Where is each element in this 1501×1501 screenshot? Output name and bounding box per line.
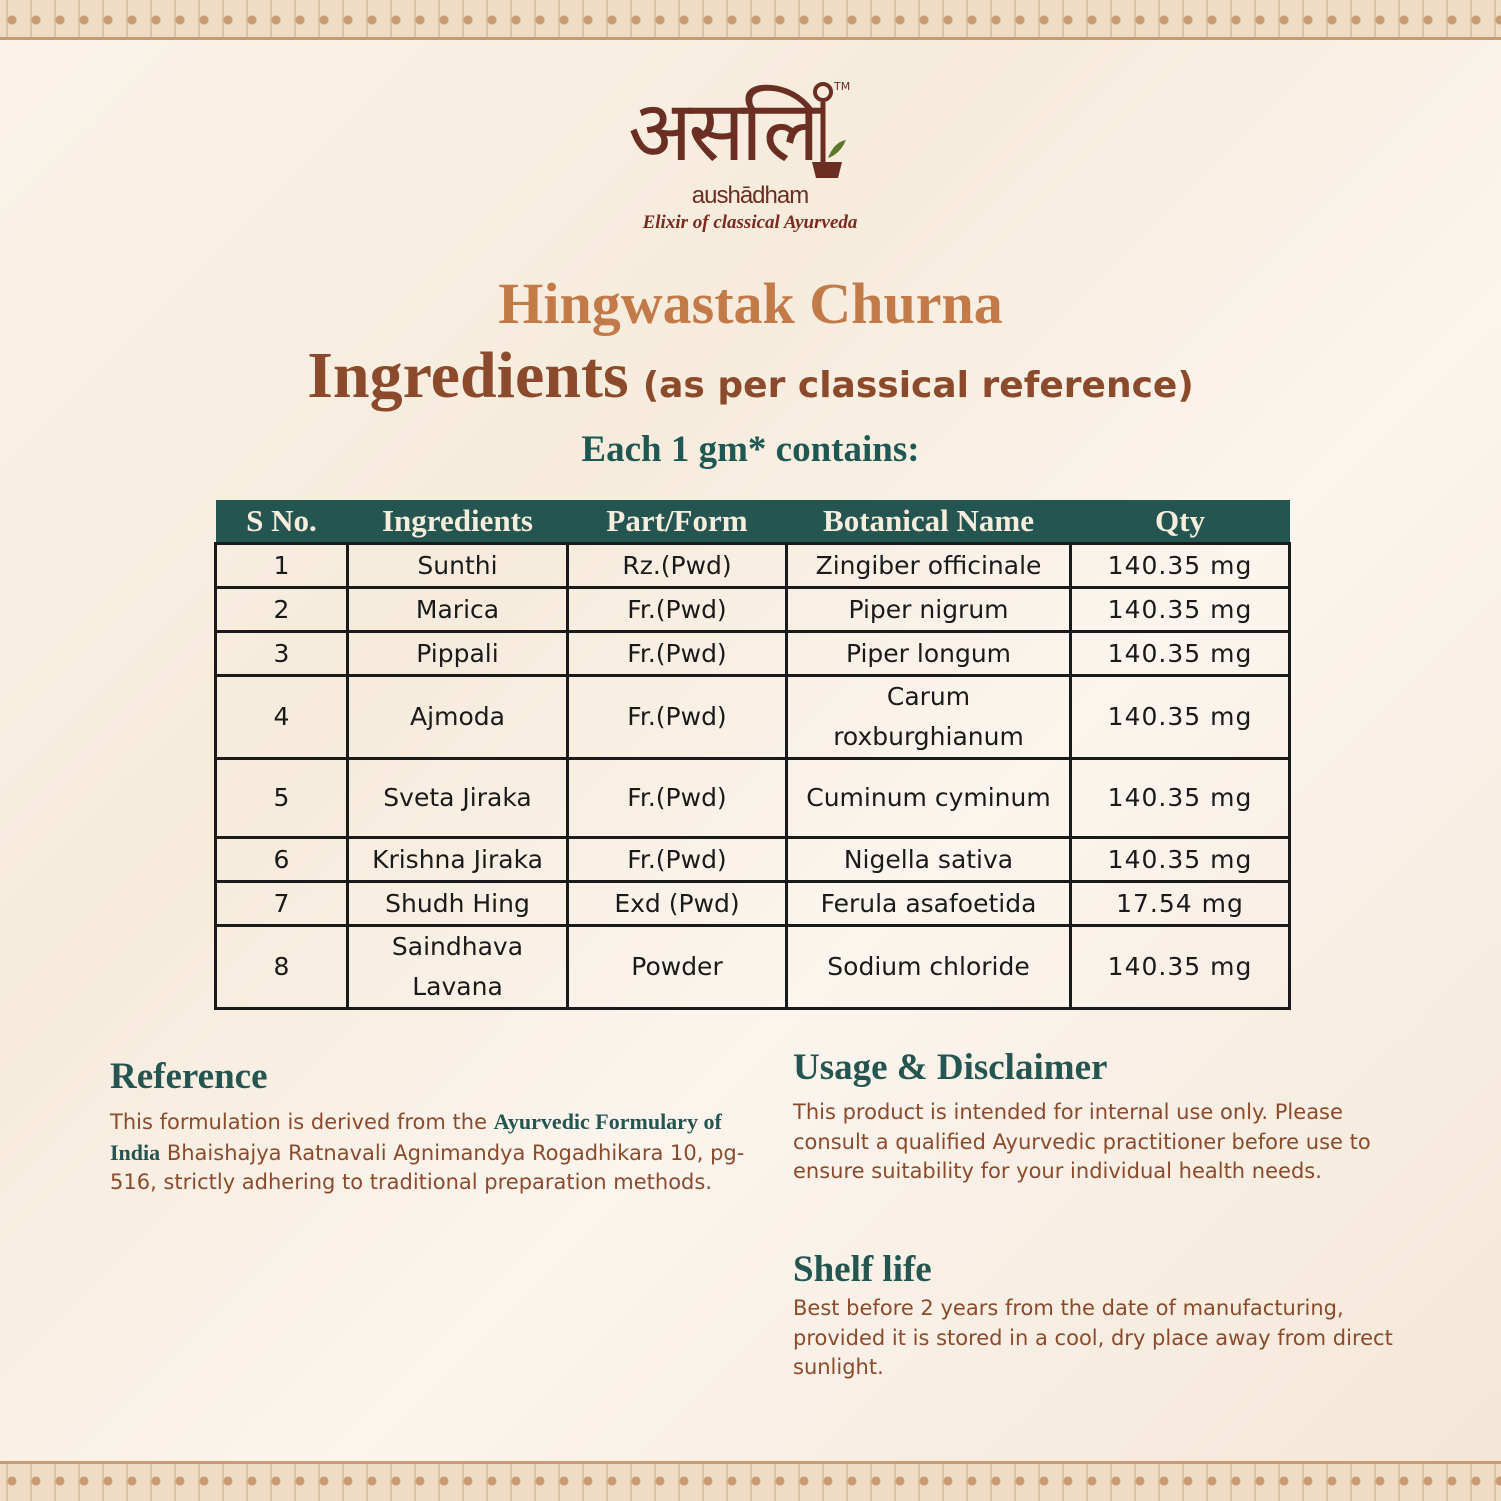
cell-qty: 140.35 mg [1071,676,1290,759]
trademark-symbol: TM [834,80,851,93]
ingredients-heading-line [0,338,1501,414]
cell-sno: 5 [216,759,348,838]
reference-source: Ayurvedic Formulary of India [110,1109,722,1165]
cell-sno: 1 [216,544,348,588]
cell-part-form: Fr.(Pwd) [568,632,787,676]
logo-tagline: Elixir of classical Ayurveda [642,212,858,233]
cell-part-form: Fr.(Pwd) [568,676,787,759]
table-row [216,882,1290,926]
cell-qty: 140.35 mg [1071,588,1290,632]
decorative-border-top [0,0,1501,40]
cell-qty: 140.35 mg [1071,759,1290,838]
table-header-row [216,500,1290,544]
cell-sno: 6 [216,838,348,882]
reference-text [110,1107,750,1198]
cell-part-form: Fr.(Pwd) [568,838,787,882]
table-row [216,632,1290,676]
header-botanical-name: Botanical Name [787,500,1071,544]
cell-botanical-name: Ferula asafoetida [787,882,1071,926]
cell-ingredient: Ajmoda [348,676,568,759]
cell-botanical-name: Nigella sativa [787,838,1071,882]
cell-sno: 7 [216,882,348,926]
table-row [216,676,1290,759]
decorative-border-bottom [0,1461,1501,1501]
cell-sno: 3 [216,632,348,676]
serving-line: Each 1 gm* contains: [581,429,920,470]
cell-sno: 4 [216,676,348,759]
ingredients-heading: Ingredients [307,339,629,412]
cell-part-form: Powder [568,926,787,1009]
cell-part-form: Fr.(Pwd) [568,759,787,838]
table-row [216,838,1290,882]
usage-heading: Usage & Disclaimer [793,1047,1108,1088]
leaf-icon [828,140,846,158]
cell-sno: 8 [216,926,348,1009]
logo-subtitle: aushādham [691,182,809,209]
cell-botanical-name: Sodium chloride [787,926,1071,1009]
cell-botanical-name: Piper nigrum [787,588,1071,632]
cell-sno: 2 [216,588,348,632]
header-sno: S No. [216,500,348,544]
usage-text: This product is intended for internal use only. Please consult a qualified Ayurvedic practitioner before use to ensure suitability for your individual health needs. [793,1100,1371,1183]
table-row [216,926,1290,1009]
brand-logo [600,70,900,240]
ingredients-note: (as per classical reference) [642,365,1194,406]
cell-qty: 140.35 mg [1071,926,1290,1009]
product-title: Hingwastak Churna [498,271,1003,336]
cell-ingredient: Pippali [348,632,568,676]
table-row [216,759,1290,838]
cell-ingredient: Marica [348,588,568,632]
ingredients-table [214,500,1291,1010]
cell-qty: 140.35 mg [1071,632,1290,676]
cell-qty: 140.35 mg [1071,544,1290,588]
table-row [216,588,1290,632]
cell-qty: 140.35 mg [1071,838,1290,882]
cell-ingredient: Shudh Hing [348,882,568,926]
cell-part-form: Fr.(Pwd) [568,588,787,632]
cell-botanical-name: Zingiber officinale [787,544,1071,588]
cell-botanical-name: Piper longum [787,632,1071,676]
header-ingredients: Ingredients [348,500,568,544]
cell-part-form: Rz.(Pwd) [568,544,787,588]
header-qty: Qty [1071,500,1290,544]
cell-botanical-name: Carum roxburghianum [787,676,1071,759]
reference-text-before: This formulation is derived from the [110,1110,494,1134]
cell-qty: 17.54 mg [1071,882,1290,926]
reference-text-after: Bhaishajya Ratnavali Agnimandya Rogadhikara 10, pg- 516, strictly adhering to traditional preparation methods. [110,1140,745,1194]
cell-ingredient: Sunthi [348,544,568,588]
shelf-life-text: Best before 2 years from the date of manufacturing, provided it is stored in a cool, dry place away from direct sunlight. [793,1296,1393,1379]
header-part-form: Part/Form [568,500,787,544]
asli-logo-mark [628,74,868,184]
cell-ingredient: Krishna Jiraka [348,838,568,882]
table-row [216,544,1290,588]
reference-heading: Reference [110,1056,268,1097]
cell-botanical-name: Cuminum cyminum [787,759,1071,838]
cell-ingredient: Saindhava Lavana [348,926,568,1009]
cell-ingredient: Sveta Jiraka [348,759,568,838]
shelf-life-heading: Shelf life [793,1249,932,1290]
cell-part-form: Exd (Pwd) [568,882,787,926]
logo-devanagari: असलि [628,82,816,180]
